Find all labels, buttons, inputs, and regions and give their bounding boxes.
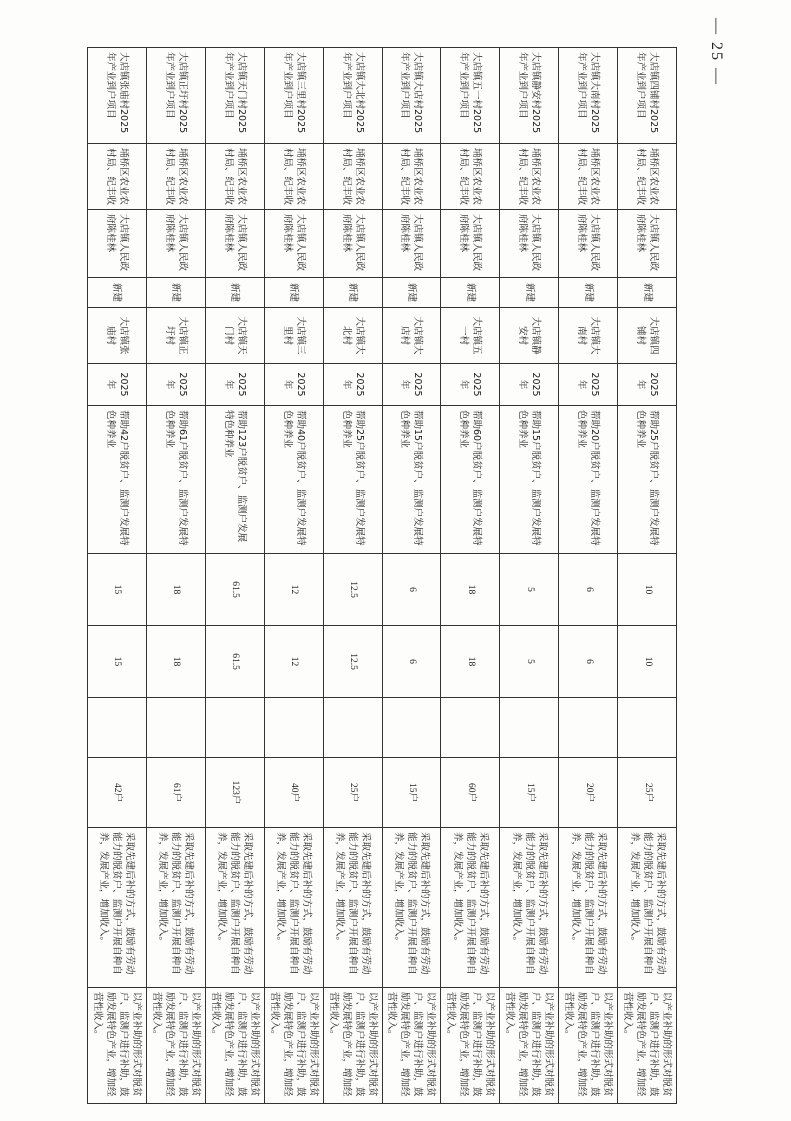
responsible-unit-cell: 埇桥区农业农村局、纪丰收 (264, 144, 323, 210)
responsible-unit-cell: 埇桥区农业农村局、纪丰收 (205, 144, 264, 210)
total-investment-cell: 6 (382, 554, 441, 626)
year-cell: 2025年 (441, 364, 500, 406)
responsible-unit-cell: 埇桥区农业农村局、纪丰收 (500, 144, 559, 210)
project-name-cell: 大店镇正圩村2025年产业到户项目 (146, 48, 205, 144)
project-name-cell: 大店镇大北村2025年产业到户项目 (323, 48, 382, 144)
responsible-unit-cell: 埇桥区农业农村局、纪丰收 (559, 144, 618, 210)
project-name-cell: 大店镇五一村2025年产业到户项目 (441, 48, 500, 144)
project-name-cell: 大店镇静安村2025年产业到户项目 (500, 48, 559, 144)
table-row (264, 48, 323, 1104)
responsible-unit-cell: 埇桥区农业农村局、纪丰收 (382, 144, 441, 210)
table-container (87, 47, 677, 1097)
construction-type-cell: 新建 (441, 278, 500, 308)
beneficiary-households-cell: 40户 (264, 758, 323, 828)
other-fund-cell (264, 698, 323, 758)
table-row (205, 48, 264, 1104)
total-investment-cell: 61.5 (205, 554, 264, 626)
fund-amount-cell: 61.5 (205, 626, 264, 698)
implementer-cell: 大店镇人民政府陈桂林 (146, 210, 205, 278)
responsible-unit-cell: 埇桥区农业农村局、纪丰收 (441, 144, 500, 210)
beneficiary-households-cell: 20户 (559, 758, 618, 828)
table-row (441, 48, 500, 1104)
content-cell: 帮助20户脱贫户、监测户发展特色种养业 (559, 406, 618, 554)
project-table (87, 47, 677, 1104)
location-cell: 大店镇大南村 (559, 308, 618, 364)
fund-amount-cell: 6 (559, 626, 618, 698)
content-cell: 帮助15户脱贫户、监测户发展特色种养业 (500, 406, 559, 554)
content-cell: 帮助60户脱贫户、监测户发展特色种养业 (441, 406, 500, 554)
income-effect-cell: 以产业补助的形式对脱贫户、监测户进行补助，鼓励发展特色产业，增加经营性收入。 (441, 988, 500, 1104)
content-cell: 帮助25户脱贫户、监测户发展特色种养业 (323, 406, 382, 554)
other-fund-cell (146, 698, 205, 758)
location-cell: 大店镇三里村 (264, 308, 323, 364)
income-effect-cell: 以产业补助的形式对脱贫户、监测户进行补助，鼓励发展特色产业，增加经营性收入。 (146, 988, 205, 1104)
content-cell: 帮助40户脱贫户、监测户发展特色种养业 (264, 406, 323, 554)
table-row (382, 48, 441, 1104)
location-cell: 大店镇大北村 (323, 308, 382, 364)
fund-amount-cell: 18 (441, 626, 500, 698)
implementer-cell: 大店镇人民政府陈桂林 (205, 210, 264, 278)
mechanism-cell: 采取先建后补的方式，鼓励有劳动能力的脱贫户、监测户开展自种自养，发展产业，增加收入。 (264, 828, 323, 988)
location-cell: 大店镇五一村 (441, 308, 500, 364)
income-effect-cell: 以产业补助的形式对脱贫户、监测户进行补助，鼓励发展特色产业，增加经营性收入。 (618, 988, 677, 1104)
year-cell: 2025年 (618, 364, 677, 406)
other-fund-cell (500, 698, 559, 758)
construction-type-cell: 新建 (146, 278, 205, 308)
total-investment-cell: 12 (264, 554, 323, 626)
responsible-unit-cell: 埇桥区农业农村局、纪丰收 (146, 144, 205, 210)
mechanism-cell: 采取先建后补的方式，鼓励有劳动能力的脱贫户、监测户开展自种自养，发展产业，增加收入。 (382, 828, 441, 988)
responsible-unit-cell: 埇桥区农业农村局、纪丰收 (88, 144, 147, 210)
responsible-unit-cell: 埇桥区农业农村局、纪丰收 (618, 144, 677, 210)
year-cell: 2025年 (382, 364, 441, 406)
beneficiary-households-cell: 123户 (205, 758, 264, 828)
total-investment-cell: 12.5 (323, 554, 382, 626)
mechanism-cell: 采取先建后补的方式，鼓励有劳动能力的脱贫户、监测户开展自种自养，发展产业，增加收入。 (441, 828, 500, 988)
construction-type-cell: 新建 (382, 278, 441, 308)
total-investment-cell: 18 (146, 554, 205, 626)
construction-type-cell: 新建 (323, 278, 382, 308)
location-cell: 大店镇静安村 (500, 308, 559, 364)
mechanism-cell: 采取先建后补的方式，鼓励有劳动能力的脱贫户、监测户开展自种自养，发展产业，增加收入。 (618, 828, 677, 988)
location-cell: 大店镇正圩村 (146, 308, 205, 364)
table-row (323, 48, 382, 1104)
year-cell: 2025年 (323, 364, 382, 406)
location-cell: 大店镇张庙村 (88, 308, 147, 364)
table-row (88, 48, 147, 1104)
year-cell: 2025年 (88, 364, 147, 406)
other-fund-cell (205, 698, 264, 758)
beneficiary-households-cell: 60户 (441, 758, 500, 828)
table-body (88, 48, 677, 1104)
project-name-cell: 大店镇三里村2025年产业到户项目 (264, 48, 323, 144)
fund-amount-cell: 15 (88, 626, 147, 698)
other-fund-cell (618, 698, 677, 758)
fund-amount-cell: 10 (618, 626, 677, 698)
implementer-cell: 大店镇人民政府陈桂林 (323, 210, 382, 278)
implementer-cell: 大店镇人民政府陈桂林 (88, 210, 147, 278)
construction-type-cell: 新建 (264, 278, 323, 308)
implementer-cell: 大店镇人民政府陈桂林 (559, 210, 618, 278)
location-cell: 大店镇四铺村 (618, 308, 677, 364)
other-fund-cell (382, 698, 441, 758)
year-cell: 2025年 (264, 364, 323, 406)
project-name-cell: 大店镇张庙村2025年产业到户项目 (88, 48, 147, 144)
income-effect-cell: 以产业补助的形式对脱贫户、监测户进行补助，鼓励发展特色产业，增加经营性收入。 (382, 988, 441, 1104)
fund-amount-cell: 12.5 (323, 626, 382, 698)
construction-type-cell: 新建 (500, 278, 559, 308)
mechanism-cell: 采取先建后补的方式，鼓励有劳动能力的脱贫户、监测户开展自种自养，发展产业，增加收入。 (146, 828, 205, 988)
fund-amount-cell: 6 (382, 626, 441, 698)
year-cell: 2025年 (205, 364, 264, 406)
page-number: — 25 — (708, 18, 725, 86)
other-fund-cell (88, 698, 147, 758)
income-effect-cell: 以产业补助的形式对脱贫户、监测户进行补助，鼓励发展特色产业，增加经营性收入。 (205, 988, 264, 1104)
beneficiary-households-cell: 25户 (323, 758, 382, 828)
location-cell: 大店镇天门村 (205, 308, 264, 364)
construction-type-cell: 新建 (205, 278, 264, 308)
construction-type-cell: 新建 (559, 278, 618, 308)
content-cell: 帮助15户脱贫户、监测户发展特色种养业 (382, 406, 441, 554)
year-cell: 2025年 (500, 364, 559, 406)
project-name-cell: 大店镇大南村2025年产业到户项目 (559, 48, 618, 144)
location-cell: 大店镇大店村 (382, 308, 441, 364)
content-cell: 帮助61户脱贫户、监测户发展特色种养业 (146, 406, 205, 554)
mechanism-cell: 采取先建后补的方式，鼓励有劳动能力的脱贫户、监测户开展自种自养，发展产业，增加收入。 (323, 828, 382, 988)
mechanism-cell: 采取先建后补的方式，鼓励有劳动能力的脱贫户、监测户开展自种自养，发展产业，增加收入。 (559, 828, 618, 988)
income-effect-cell: 以产业补助的形式对脱贫户、监测户进行补助，鼓励发展特色产业，增加经营性收入。 (264, 988, 323, 1104)
total-investment-cell: 15 (88, 554, 147, 626)
other-fund-cell (441, 698, 500, 758)
implementer-cell: 大店镇人民政府陈桂林 (382, 210, 441, 278)
income-effect-cell: 以产业补助的形式对脱贫户、监测户进行补助，鼓励发展特色产业，增加经营性收入。 (559, 988, 618, 1104)
content-cell: 帮助123户脱贫户、监测户发展特色种养业 (205, 406, 264, 554)
implementer-cell: 大店镇人民政府陈桂林 (500, 210, 559, 278)
fund-amount-cell: 18 (146, 626, 205, 698)
table-row (618, 48, 677, 1104)
total-investment-cell: 5 (500, 554, 559, 626)
fund-amount-cell: 5 (500, 626, 559, 698)
beneficiary-households-cell: 42户 (88, 758, 147, 828)
implementer-cell: 大店镇人民政府陈桂林 (441, 210, 500, 278)
other-fund-cell (323, 698, 382, 758)
other-fund-cell (559, 698, 618, 758)
beneficiary-households-cell: 25户 (618, 758, 677, 828)
beneficiary-households-cell: 15户 (500, 758, 559, 828)
year-cell: 2025年 (146, 364, 205, 406)
project-name-cell: 大店镇四铺村2025年产业到户项目 (618, 48, 677, 144)
implementer-cell: 大店镇人民政府陈桂林 (618, 210, 677, 278)
content-cell: 帮助25户脱贫户、监测户发展特色种养业 (618, 406, 677, 554)
responsible-unit-cell: 埇桥区农业农村局、纪丰收 (323, 144, 382, 210)
fund-amount-cell: 12 (264, 626, 323, 698)
mechanism-cell: 采取先建后补的方式，鼓励有劳动能力的脱贫户、监测户开展自种自养，发展产业，增加收入。 (88, 828, 147, 988)
year-cell: 2025年 (559, 364, 618, 406)
mechanism-cell: 采取先建后补的方式，鼓励有劳动能力的脱贫户、监测户开展自种自养，发展产业，增加收入。 (205, 828, 264, 988)
total-investment-cell: 6 (559, 554, 618, 626)
construction-type-cell: 新建 (88, 278, 147, 308)
implementer-cell: 大店镇人民政府陈桂林 (264, 210, 323, 278)
beneficiary-households-cell: 61户 (146, 758, 205, 828)
income-effect-cell: 以产业补助的形式对脱贫户、监测户进行补助，鼓励发展特色产业，增加经营性收入。 (323, 988, 382, 1104)
project-name-cell: 大店镇大店村2025年产业到户项目 (382, 48, 441, 144)
beneficiary-households-cell: 15户 (382, 758, 441, 828)
income-effect-cell: 以产业补助的形式对脱贫户、监测户进行补助，鼓励发展特色产业，增加经营性收入。 (88, 988, 147, 1104)
total-investment-cell: 10 (618, 554, 677, 626)
table-row (146, 48, 205, 1104)
project-name-cell: 大店镇天门村2025年产业到户项目 (205, 48, 264, 144)
total-investment-cell: 18 (441, 554, 500, 626)
income-effect-cell: 以产业补助的形式对脱贫户、监测户进行补助，鼓励发展特色产业，增加经营性收入。 (500, 988, 559, 1104)
mechanism-cell: 采取先建后补的方式，鼓励有劳动能力的脱贫户、监测户开展自种自养，发展产业，增加收入。 (500, 828, 559, 988)
content-cell: 帮助42户脱贫户、监测户发展特色种养业 (88, 406, 147, 554)
table-row (500, 48, 559, 1104)
construction-type-cell: 新建 (618, 278, 677, 308)
table-row (559, 48, 618, 1104)
